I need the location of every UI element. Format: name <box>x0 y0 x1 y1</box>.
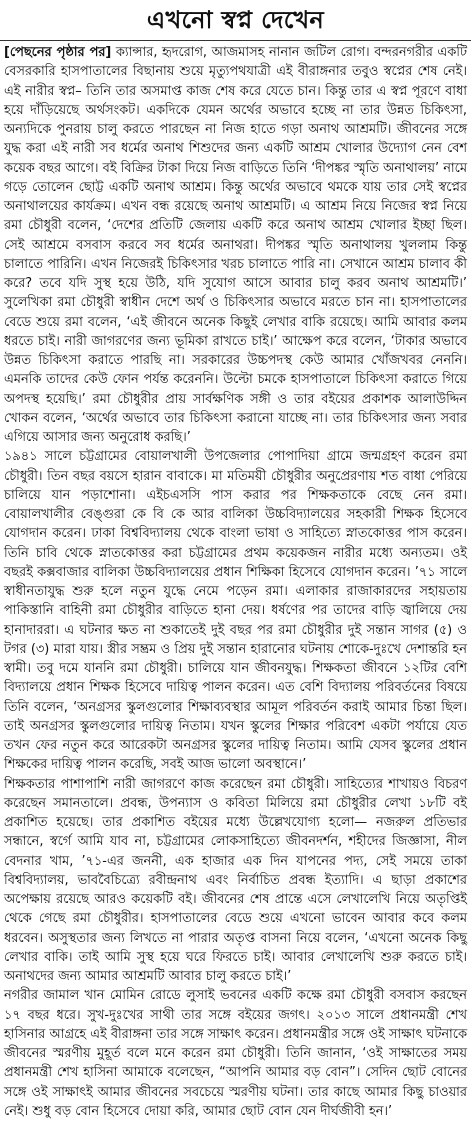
paragraph-3: শিক্ষকতার পাশাপাশি নারী জাগরণে কাজ করেছেন রমা চৌধুরী। সাহিত্যের শাখায়ও বিচরণ করেছেন সমানতালে। প্রবন্ধ, উপন্যাস ও কবিতা মিলিয়ে রমা চৌধুরীর লেখা ১৮টি বই প্রকাশিত হয়েছে। তার প্রকাশিত বইয়ের মধ্যে উল্লেখযোগ্য হলো— নজরুল প্রতিভার সন্ধানে, স্বর্গে আমি যাব না, চট্টগ্রামের লোকসাহিত্যে জীবনদর্শন, শহীদের জিজ্ঞাসা, নীল বেদনার খাম, ’৭১-এর জননী, এক হাজার এক দিন যাপনের পদ্য, সেই সময়ে তাকা বিশ্ববিদ্যালয়, ভাববৈচিত্র্যে রবীন্দ্রনাথ এবং নির্বাচিত প্রবন্ধ ইত্যাদি। এ ছাড়া প্রকাশের অপেক্ষায় রয়েছে আরও কয়েকটি বই। জীবনের শেষ প্রান্তে এসে লেখালেখি নিয়ে অতৃপ্তিই থেকে গেছে রমা চৌধুরীর। হাসপাতালের বেডে শুয়ে এখনো ভাবেন আবার কবে কলম ধরবেন। অসুস্থতার জন্য লিখতে না পারার অতৃপ্ত বাসনা নিয়ে বলেন, ‘এখনো অনেক কিছু লেখার বাকি। তাই আমি সুস্থ হয়ে ঘরে ফিরতে চাই। আবার লেখালেখি শুরু করতে চাই। অনাথদের জন্য আমার আশ্রমটি আবার চালু করতে চাই।’ <box>4 776 467 984</box>
headline-box <box>0 0 471 41</box>
paragraph-4: নগরীর জামাল খান মোমিন রোডে লুসাই ভবনের একটি কক্ষে রমা চৌধুরী বসবাস করছেন ১৭ বছর ধরে। সুখ-দুঃখের সাথী তার সঙ্গে বইয়ের জগৎ। ২০১৩ সালে প্রধানমন্ত্রী শেখ হাসিনার আগ্রহে এই বীরাঙ্গনা তার সঙ্গে সাক্ষাৎ করেন। প্রধানমন্ত্রীর সঙ্গে ওই সাক্ষাৎ ঘটনাকে জীবনের স্মরণীয় মুহূর্ত বলে মনে করেন রমা চৌধুরী। তিনি জানান, ‘ওই সাক্ষাতের সময় প্রধানমন্ত্রী শেখ হাসিনা আমাকে বলেছেন, “আপনি আমার বড় বোন”। সেদিন ছোট বোনের সঙ্গে ওই সাক্ষাৎই আমার জীবনের সবচেয়ে স্মরণীয় ঘটনা। তার কাছে আমার কিছু চাওয়ার নেই। শুধু বড় বোন হিসেবে দোয়া করি, আমার ছোট বোন যেন দীর্ঘজীবী হন।’ <box>4 988 467 1119</box>
paragraph-1 <box>4 43 467 447</box>
article-body <box>0 41 471 1119</box>
paragraph-1-text: ক্যান্সার, হৃদরোগ, আজমাসহ নানান জটিল রোগ। বন্দরনগরীর একটি বেসরকারি হাসপাতালের বিছানায় শুয়ে মৃত্যুপথযাত্রী এই বীরাঙ্গনার তবুও স্বপ্নের শেষ নেই। এই নারীর স্বপ্ন– তিনি তার অসমাপ্ত কাজ শেষ করে যেতে চান। কিন্তু তার এ স্বপ্ন পূরণে বাধা হয়ে দাঁড়িয়েছে অর্থসংকট। একদিকে যেমন অর্থের অভাবে হচ্ছে না তার উন্নত চিকিৎসা, অন্যদিকে পুনরায় চালু করতে পারছেন না নিজ হাতে গড়া অনাথ আশ্রমটি। জীবনের সঙ্গে যুদ্ধ করা এই নারী সব ধর্মের অনাথ শিশুদের জন্য একটি আশ্রম খোলার উদ্যোগ নেন বেশ কয়েক বছর আগে। বই বিক্রির টাকা দিয়ে নিজ বাড়িতে তিনি ‘দীপঙ্কর স্মৃতি অনাথালয়’ নামে গড়ে তোলেন ছোট্ট একটি অনাথ আশ্রম। কিন্তু অর্থের অভাবে থমকে যায় তার সেই স্বপ্নের অনাথালয়ের কার্যক্রম। এখন বন্ধ রয়েছে অনাথ আশ্রমটি। এ আশ্রম নিয়ে নিজের স্বপ্ন নিয়ে রমা চৌধুরী বলেন, ‘দেশের প্রতিটি জেলায় একটি করে অনাথ আশ্রম খোলার ইচ্ছা ছিল। সেই আশ্রমে বসবাস করবে সব ধর্মের অনাথরা। দীপঙ্কর স্মৃতি অনাথালয় খুললাম কিন্তু চালাতে পারিনি। এখন নিজেরই চিকিৎসার খরচ চালাতে পারি না। সেখানে আশ্রম চালাব কী করে? তবে যদি সুস্থ হয়ে উঠি, যদি সুযোগ আসে আবার চালু করব অনাথ আশ্রমটি।’ সুলেখিকা রমা চৌধুরী স্বাধীন দেশে অর্থ ও চিকিৎসার অভাবে মরতে চান না। হাসপাতালের বেডে শুয়ে রমা বলেন, ‘এই জীবনে অনেক কিছুই লেখার বাকি রয়েছে। আমি আবার কলম ধরতে চাই। নারী জাগরণের জন্য ভূমিকা রাখতে চাই।’ আক্ষেপ করে বলেন, ‘টাকার অভাবে উন্নত চিকিৎসা করাতে পারছি না। সরকারের উচ্চপদস্থ কেউ আমার খোঁজখবর নেননি। এমনকি তাদের কেউ ফোন পর্যন্ত করেননি। উল্টো চমকে হাসপাতালে চিকিৎসা করাতে গিয়ে অপদস্থ হয়েছি।’ রমা চৌধুরীর প্রায় সার্বক্ষণিক সঙ্গী ও তার বইয়ের প্রকাশক আলাউদ্দিন খোকন বলেন, ‘অর্থের অভাবে তার চিকিৎসা করানো যাচ্ছে না। তার চিকিৎসার জন্য সবার এগিয়ে আসার জন্য অনুরোধ করছি।’ <box>4 45 467 445</box>
continued-from-label: [পেছনের পৃষ্ঠার পর] <box>4 45 112 60</box>
paragraph-2: ১৯৪১ সালে চট্টগ্রামের বোয়ালখালী উপজেলার পোপাদিয়া গ্রামে জন্মগ্রহণ করেন রমা চৌধুরী। তিন বছর বয়সে হারান বাবাকে। মা মতিময়ী চৌধুরীর অনুপ্রেরণায় শত বাধা পেরিয়ে চালিয়ে যান পড়াশোনা। এইচএসসি পাস করার পর শিক্ষকতাকে বেছে নেন রমা। বোয়ালখালীর বেঙ্গুরা কে বি কে আর বালিকা উচ্চবিদ্যালয়ের সহকারী শিক্ষক হিসেবে যোগদান করেন। ঢাকা বিশ্ববিদ্যালয় থেকে বাংলা ভাষা ও সাহিত্যে স্নাতকোত্তর পাস করেন। তিনি চাবি থেকে স্নাতকোত্তর করা চট্টগ্রামের প্রথম কয়েকজন নারীর মধ্যে অন্যতম। ওই বছরই কক্সবাজার বালিকা উচ্চবিদ্যালয়ের প্রধান শিক্ষিকা হিসেবে যোগদান করেন। ’৭১ সালে স্বাধীনতাযুদ্ধ শুরু হলে নতুন যুদ্ধে নেমে পড়েন রমা। এলাকার রাজাকারদের সহায়তায় পাকিস্তানি বাহিনী রমা চৌধুরীর বাড়িতে হানা দেয়। ধর্ষণের পর তাদের বাড়ি জ্বালিয়ে দেয় হানাদাররা। এ ঘটনার ক্ষত না শুকাতেই দুই বছর পর রমা চৌধুরীর দুই সন্তান সাগর (৫) ও টগর (৩) মারা যায়। স্ত্রীর সম্ভ্রম ও প্রিয় দুই সন্তান হারানোর ঘটনায় শোকে-দুঃখে দেশান্তরি হন স্বামী। তবু দমে যাননি রমা চৌধুরী। চালিয়ে যান জীবনযুদ্ধ। শিক্ষকতা জীবনে ১২টির বেশি বিদ্যালয়ে প্রধান শিক্ষক হিসেবে দায়িত্ব পালন করেন। এত বেশি বিদ্যালয় পরিবর্তনের বিষয়ে তিনি বলেন, ‘অনগ্রসর স্কুলগুলোর শিক্ষাব্যবস্থার আমূল পরিবর্তন করাই আমার চিন্তা ছিল। তাই অনগ্রসর স্কুলগুলোর দায়িত্ব নিতাম। যখন স্কুলের শিক্ষার পরিবেশ একটা পর্যায়ে যেত তখন ফের নতুন করে আরেকটা অনগ্রসর স্কুলের দায়িত্ব নিতাম। আমি যেসব স্কুলের প্রধান শিক্ষকের দায়িত্ব পালন করেছি, সবই আজ ভালো অবস্থানে।’ <box>4 449 467 773</box>
headline: এখনো স্বপ্ন দেখেন <box>146 5 325 34</box>
